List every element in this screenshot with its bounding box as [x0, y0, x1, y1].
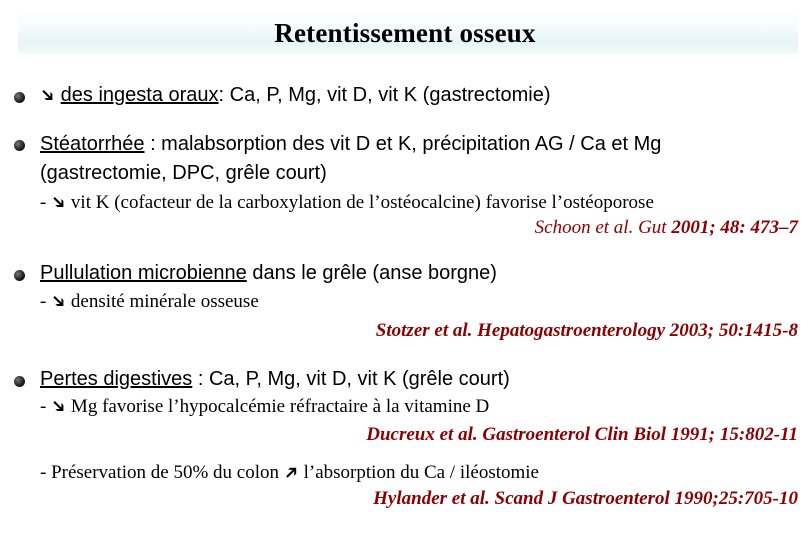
item-2-underlined: Stéatorrhée: [40, 133, 145, 155]
arrow-down-right-icon: ➔: [34, 82, 61, 109]
ref-details: 2001; 48: 473–7: [666, 217, 798, 238]
arrow-down-right-icon: ➔: [45, 189, 72, 216]
sub-prefix: -: [40, 291, 47, 312]
item-1-line: [34, 82, 551, 109]
item-4-line: [40, 368, 510, 391]
item-3-sub-text: densité minérale osseuse: [70, 291, 259, 312]
item-4-rest: : Ca, P, Mg, vit D, vit K (grêle court): [192, 368, 510, 390]
item-2-line-1-rest: : malabsorption des vit D et K, précipitation AG / Ca et Mg: [144, 133, 662, 155]
item-4-extra: [40, 459, 539, 486]
item-3-reference: Stotzer et al. Hepatogastroenterology 2003; 50:1415-8: [375, 320, 798, 341]
item-4-extra-reference: Hylander et al. Scand J Gastroenterol 1990;25:705-10: [373, 488, 798, 509]
page-title: Retentissement osseux: [274, 18, 536, 48]
bullet-icon: [14, 270, 25, 281]
item-2-sub-text: vit K (cofacteur de la carboxylation de l’ostéocalcine) favorise l’ostéoporose: [70, 192, 654, 213]
item-3-rest: dans le grêle (anse borgne): [246, 262, 497, 284]
sub-prefix: -: [40, 396, 47, 417]
item-3-sub: [40, 288, 259, 315]
item-4-sub-text: Mg favorise l’hypocalcémie réfractaire à la vitamine D: [70, 396, 490, 417]
item-1-rest: : Ca, P, Mg, vit D, vit K (gastrectomie): [218, 84, 551, 106]
arrow-up-right-icon: ➔: [278, 459, 305, 486]
item-3-underlined: Pullulation microbienne: [40, 262, 247, 284]
bullet-icon: [14, 140, 25, 151]
item-1-underlined: des ingesta oraux: [60, 84, 219, 106]
bullet-icon: [14, 376, 25, 387]
item-2-reference: [535, 217, 798, 239]
item-4-sub: [40, 393, 490, 420]
extra-after: l’absorption du Ca / iléostomie: [303, 462, 539, 483]
ref-authors: Schoon et al. Gut: [534, 217, 667, 238]
item-2-sub: [40, 189, 654, 216]
item-4-reference: Ducreux et al. Gastroenterol Clin Biol 1991; 15:802-11: [366, 424, 798, 445]
arrow-down-right-icon: ➔: [45, 393, 72, 420]
extra-before: - Préservation de 50% du colon: [40, 462, 280, 483]
item-4-underlined: Pertes digestives: [40, 368, 193, 390]
item-2-line-2: (gastrectomie, DPC, grêle court): [40, 162, 327, 184]
item-3-line: [40, 262, 497, 285]
sub-prefix: -: [40, 192, 47, 213]
item-2-line-1: [40, 133, 661, 156]
bullet-icon: [14, 92, 25, 103]
arrow-down-right-icon: ➔: [45, 288, 72, 315]
